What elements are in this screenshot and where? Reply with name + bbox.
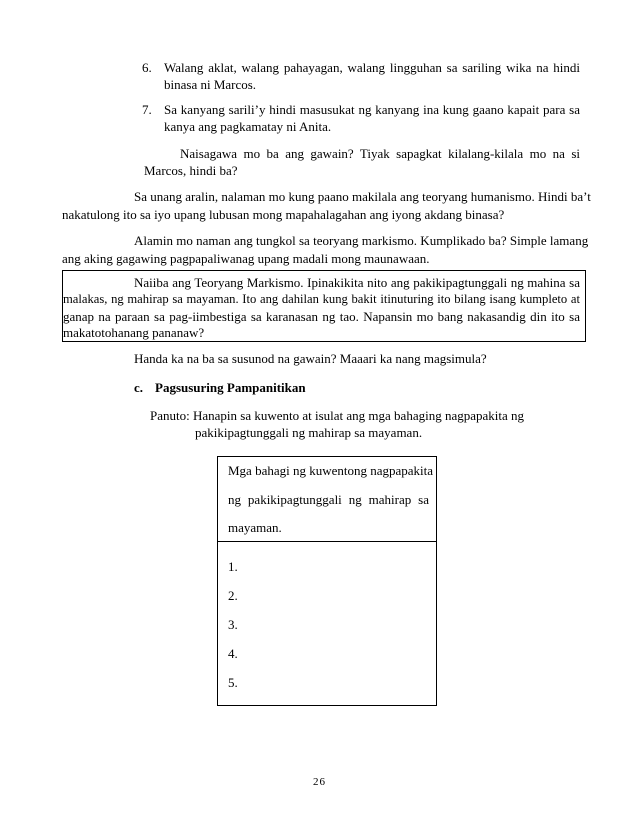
list-text-line: Sa kanyang sarili’y hindi masusukat ng kanyang ina kung gaano kapait para sa	[164, 102, 580, 117]
list-text-line: kanya ang pagkamatay ni Anita.	[164, 119, 332, 134]
instruction-line: Panuto: Hanapin sa kuwento at isulat ang mga bahaging nagpapakita ng	[150, 408, 525, 423]
list-number: 7.	[142, 102, 152, 117]
table-header-line: mayaman.	[228, 520, 282, 535]
boxed-paragraph	[62, 270, 586, 342]
section-title: Pagsusuring Pampanitikan	[155, 380, 306, 395]
list-number: 6.	[142, 60, 152, 75]
instruction-line: pakikipagtunggali ng mahirap sa mayaman.	[195, 425, 423, 440]
table-row[interactable]: 4.	[228, 646, 238, 661]
paragraph-line: Naiiba ang Teoryang Markismo. Ipinakikita nito ang pakikipagtunggali ng mahina sa	[134, 275, 580, 290]
paragraph-line: ganap na paraan sa pag-iimbestiga sa karanasan ng tao. Napansin mo bang nakasandig din ito sa	[63, 309, 580, 324]
page-number: 26	[313, 776, 326, 788]
question-line: Marcos, hindi ba?	[144, 163, 238, 178]
paragraph-line: malakas, ng mahirap sa mayaman. Ito ang dahilan kung bakit itinuturing ito bilang isang kumpleto at	[63, 292, 580, 306]
ready-text: Handa ka na ba sa susunod na gawain? Maaari ka nang magsimula?	[134, 351, 487, 366]
list-text-line: Walang aklat, walang pahayagan, walang lingguhan sa sariling wika na hindi	[164, 60, 580, 75]
question-line: Naisagawa mo ba ang gawain? Tiyak sapagkat kilalang-kilala mo na si	[180, 146, 580, 161]
section-letter: c.	[134, 380, 144, 395]
table-row[interactable]: 2.	[228, 588, 238, 603]
table-row[interactable]: 3.	[228, 617, 238, 632]
table-header-line: Mga bahagi ng kuwentong nagpapakita	[228, 463, 434, 478]
paragraph-line: ang aking gagawing pagpapaliwanag upang madali mong maunawaan.	[62, 251, 430, 266]
answer-table	[217, 456, 437, 706]
table-row[interactable]: 5.	[228, 675, 238, 690]
table-header-line: ng pakikipagtunggali ng mahirap sa	[228, 492, 429, 507]
paragraph-line: Alamin mo naman ang tungkol sa teoryang markismo. Kumplikado ba? Simple lamang	[134, 233, 589, 248]
paragraph-line: nakatulong ito sa iyo upang lubusan mong mapahalagahan ang iyong akdang binasa?	[62, 207, 505, 222]
paragraph-line: makatotohanang pananaw?	[63, 325, 205, 340]
table-row[interactable]: 1.	[228, 559, 238, 574]
table-divider	[218, 541, 436, 542]
paragraph-line: Sa unang aralin, nalaman mo kung paano makilala ang teoryang humanismo. Hindi ba’t	[134, 189, 591, 204]
list-text-line: binasa ni Marcos.	[164, 77, 257, 92]
